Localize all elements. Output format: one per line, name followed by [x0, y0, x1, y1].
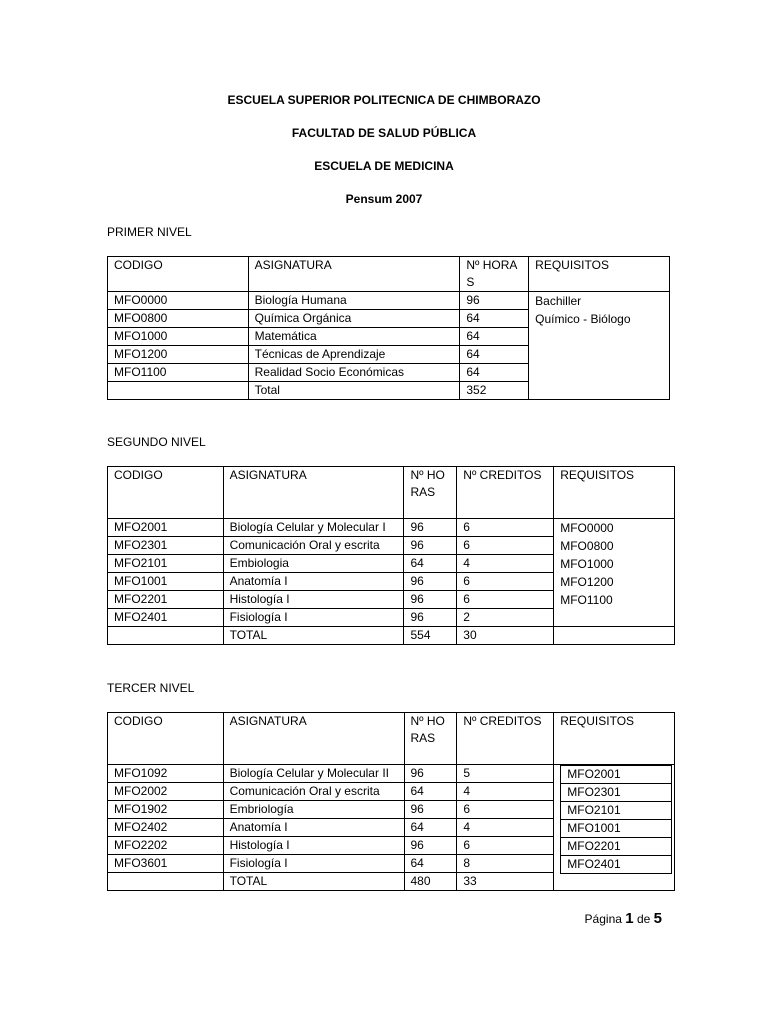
- cell-horas: 64: [404, 555, 457, 573]
- level2-title: SEGUNDO NIVEL: [107, 435, 206, 449]
- cell-creditos: 6: [457, 519, 554, 537]
- col-header-horas: Nº HORAS: [404, 467, 457, 519]
- page-footer: [585, 910, 662, 927]
- requirement-item: MFO0800: [560, 539, 614, 553]
- cell-creditos: 8: [457, 855, 554, 873]
- cell-codigo: MFO1092: [108, 765, 224, 783]
- footer-prefix: Página: [584, 912, 622, 926]
- cell-creditos: 6: [457, 537, 554, 555]
- requirements-cell: [529, 292, 670, 400]
- cell-total-label: Total: [248, 382, 460, 400]
- cell-asignatura: Histología I: [223, 591, 404, 609]
- cell-codigo: MFO2202: [108, 837, 224, 855]
- cell-total-horas: 480: [404, 873, 457, 891]
- cell-asignatura: Comunicación Oral y escrita: [223, 537, 404, 555]
- requirement-item: MFO2201: [561, 837, 671, 855]
- cell-codigo: [108, 627, 224, 645]
- cell-asignatura: Comunicación Oral y escrita: [223, 783, 404, 801]
- institution-title: ESCUELA SUPERIOR POLITECNICA DE CHIMBORAZO: [227, 93, 541, 107]
- cell-horas: 96: [460, 292, 529, 310]
- cell-horas: 64: [460, 310, 529, 328]
- requirement-item: MFO2101: [561, 801, 671, 819]
- cell-asignatura: Matemática: [248, 328, 460, 346]
- cell-creditos: 6: [457, 801, 554, 819]
- requirement-item: MFO2001: [567, 767, 621, 781]
- cell-asignatura: Fisiología I: [223, 855, 404, 873]
- col-header-asignatura: ASIGNATURA: [248, 257, 460, 292]
- requirement-item: MFO0000: [560, 521, 614, 535]
- cell-codigo: MFO1100: [108, 364, 249, 382]
- pensum-title: Pensum 2007: [345, 192, 423, 206]
- cell-asignatura: Anatomía I: [223, 819, 404, 837]
- requirement-item: MFO1200: [560, 575, 614, 589]
- table-header-row: [108, 713, 675, 765]
- cell-asignatura: Biología Celular y Molecular I: [223, 519, 404, 537]
- cell-creditos: 2: [457, 609, 554, 627]
- requirement-item: Químico - Biólogo: [535, 312, 631, 326]
- cell-creditos: 4: [457, 555, 554, 573]
- cell-total-horas: 352: [460, 382, 529, 400]
- cell-horas: 64: [404, 819, 457, 837]
- cell-codigo: MFO2002: [108, 783, 224, 801]
- level1-table: [107, 256, 670, 400]
- cell-codigo: [108, 382, 249, 400]
- col-header-codigo: CODIGO: [108, 467, 224, 519]
- cell-horas: 64: [404, 783, 457, 801]
- requirements-box: [560, 765, 672, 874]
- cell-creditos: 6: [457, 591, 554, 609]
- cell-codigo: MFO2401: [108, 609, 224, 627]
- cell-horas: 64: [460, 364, 529, 382]
- cell-horas: 96: [404, 801, 457, 819]
- col-header-asignatura: ASIGNATURA: [223, 713, 404, 765]
- cell-total-creditos: 33: [457, 873, 554, 891]
- cell-codigo: MFO2402: [108, 819, 224, 837]
- cell-codigo: MFO0800: [108, 310, 249, 328]
- col-header-horas: Nº HORAS: [404, 713, 457, 765]
- cell-asignatura: Histología I: [223, 837, 404, 855]
- level3-table: [107, 712, 675, 891]
- cell-creditos: 4: [457, 819, 554, 837]
- table-total-row: [108, 627, 675, 645]
- table-row: [108, 765, 675, 783]
- cell-horas: 96: [404, 537, 457, 555]
- col-header-asignatura: ASIGNATURA: [223, 467, 404, 519]
- table-row: [108, 519, 675, 537]
- cell-asignatura: Química Orgánica: [248, 310, 460, 328]
- cell-asignatura: Embriología: [223, 801, 404, 819]
- faculty-title: FACULTAD DE SALUD PÚBLICA: [291, 126, 477, 140]
- cell-empty: [554, 627, 675, 645]
- cell-asignatura: Realidad Socio Económicas: [248, 364, 460, 382]
- col-header-horas: Nº HORAS: [460, 257, 529, 292]
- cell-creditos: 6: [457, 837, 554, 855]
- cell-asignatura: Biología Celular y Molecular II: [223, 765, 404, 783]
- cell-codigo: MFO1000: [108, 328, 249, 346]
- level3-title: TERCER NIVEL: [107, 681, 195, 695]
- cell-horas: 96: [404, 765, 457, 783]
- requirement-item: MFO2401: [561, 855, 671, 873]
- table-row: [108, 292, 670, 310]
- cell-total-label: TOTAL: [223, 873, 404, 891]
- cell-total-label: TOTAL: [223, 627, 404, 645]
- cell-asignatura: Embiologia: [223, 555, 404, 573]
- footer-page-number: 1: [625, 910, 634, 927]
- footer-total-pages: 5: [653, 910, 662, 927]
- cell-codigo: MFO0000: [108, 292, 249, 310]
- cell-horas: 96: [404, 609, 457, 627]
- table-header-row: [108, 257, 670, 292]
- cell-codigo: MFO2201: [108, 591, 224, 609]
- cell-horas: 96: [404, 573, 457, 591]
- cell-codigo: MFO1001: [108, 573, 224, 591]
- cell-codigo: MFO2301: [108, 537, 224, 555]
- col-header-requisitos: REQUISITOS: [529, 257, 670, 292]
- cell-asignatura: Anatomía I: [223, 573, 404, 591]
- cell-horas: 64: [460, 346, 529, 364]
- requirement-item: MFO1100: [560, 593, 613, 607]
- cell-creditos: 6: [457, 573, 554, 591]
- cell-creditos: 5: [457, 765, 554, 783]
- footer-of: de: [636, 912, 651, 926]
- col-header-codigo: CODIGO: [108, 257, 249, 292]
- cell-codigo: MFO3601: [108, 855, 224, 873]
- requirements-cell: [554, 519, 675, 627]
- cell-codigo: MFO1902: [108, 801, 224, 819]
- col-header-requisitos: REQUISITOS: [554, 713, 675, 765]
- cell-codigo: MFO2001: [108, 519, 224, 537]
- cell-horas: 96: [404, 837, 457, 855]
- requirement-item: MFO1001: [561, 819, 671, 837]
- cell-asignatura: Técnicas de Aprendizaje: [248, 346, 460, 364]
- level2-table: [107, 466, 675, 645]
- cell-horas: 64: [460, 328, 529, 346]
- cell-codigo: [108, 873, 224, 891]
- requirements-cell: [554, 765, 675, 891]
- cell-horas: 96: [404, 519, 457, 537]
- requirement-item: MFO2301: [561, 783, 671, 801]
- table-header-row: [108, 467, 675, 519]
- school-title: ESCUELA DE MEDICINA: [314, 159, 454, 173]
- col-header-requisitos: REQUISITOS: [554, 467, 675, 519]
- cell-total-creditos: 30: [457, 627, 554, 645]
- cell-horas: 64: [404, 855, 457, 873]
- col-header-codigo: CODIGO: [108, 713, 224, 765]
- requirement-item: Bachiller: [535, 294, 582, 308]
- col-header-creditos: Nº CREDITOS: [457, 467, 554, 519]
- cell-horas: 96: [404, 591, 457, 609]
- requirement-item: MFO1000: [560, 557, 614, 571]
- cell-codigo: MFO2101: [108, 555, 224, 573]
- cell-codigo: MFO1200: [108, 346, 249, 364]
- cell-creditos: 4: [457, 783, 554, 801]
- col-header-creditos: Nº CREDITOS: [457, 713, 554, 765]
- cell-asignatura: Biología Humana: [248, 292, 460, 310]
- cell-asignatura: Fisiología I: [223, 609, 404, 627]
- cell-total-horas: 554: [404, 627, 457, 645]
- level1-title: PRIMER NIVEL: [107, 225, 192, 239]
